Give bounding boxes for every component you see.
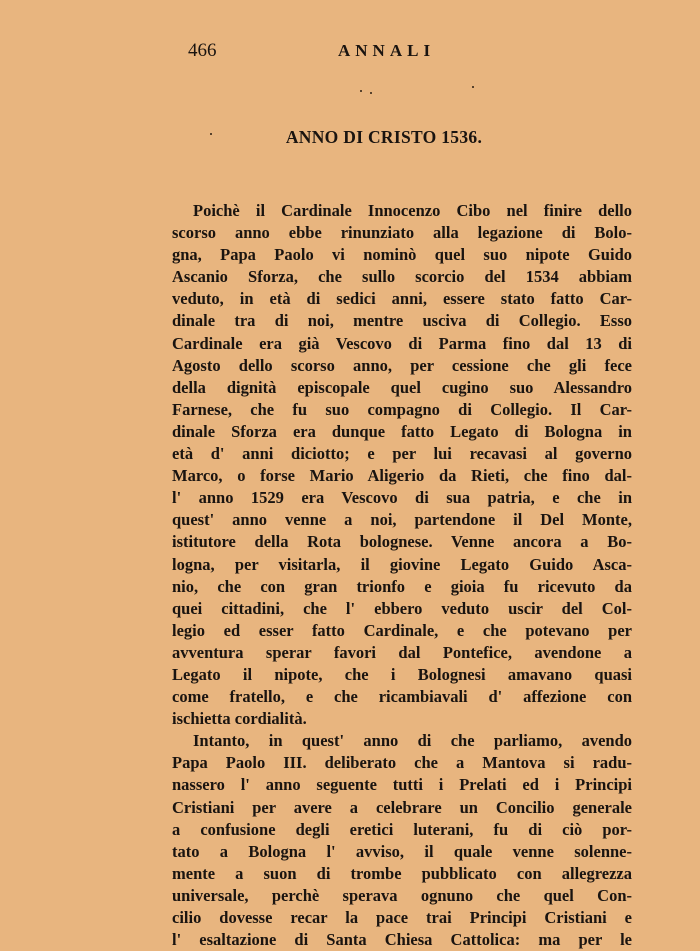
ink-speck (360, 90, 362, 92)
text-line: avventura sperar favori dal Pontefice, avendone a (172, 642, 632, 662)
text-line: Agosto dello scorso anno, per cessione che gli fece (172, 355, 632, 375)
section-title: ANNO DI CRISTO 1536. (285, 127, 483, 147)
text-line: ischietta cordialità. (172, 709, 307, 729)
text-line: Cardinale era già Vescovo di Parma fino dal 13 di (172, 333, 632, 353)
text-line: Cristiani per avere a celebrare un Concilio generale (172, 797, 632, 817)
text-line: istitutore della Rota bolognese. Venne ancora a Bo- (172, 532, 632, 552)
text-line: Papa Paolo III. deliberato che a Mantova si radu- (172, 753, 632, 773)
text-line: Farnese, che fu suo compagno di Collegio. Il Car- (172, 399, 632, 419)
body-text (172, 200, 632, 951)
text-line: dinale tra di noi, mentre usciva di Collegio. Esso (172, 311, 632, 331)
text-line: cilio dovesse recar la pace trai Principi Cristiani e (172, 908, 632, 927)
text-line: gna, Papa Paolo vi nominò quel suo nipote Guido (172, 245, 632, 265)
text-line: mente a suon di trombe pubblicato con allegrezza (172, 863, 632, 883)
paragraph-2 (172, 730, 632, 951)
ink-speck (370, 92, 372, 94)
page-number: 466 (188, 40, 217, 61)
text-line: universale, perchè sperava ognuno che quel Con- (172, 885, 632, 905)
text-line: veduto, in età di sedici anni, essere stato fatto Car- (172, 289, 632, 309)
text-line: l' anno 1529 era Vescovo di sua patria, e che in (172, 488, 632, 508)
text-line: come fratello, e che ricambiavali d' affezione con (172, 687, 632, 707)
text-line: tato a Bologna l' avviso, il quale venne solenne- (172, 841, 632, 861)
text-line: quest' anno venne a noi, partendone il Del Monte, (172, 510, 632, 530)
text-line: nio, che con gran trionfo e gioia fu ricevuto da (172, 576, 632, 596)
text-line: legio ed esser fatto Cardinale, e che potevano per (172, 620, 632, 640)
text-line: l' esaltazione di Santa Chiesa Cattolica: ma per le (172, 930, 632, 950)
text-line: Intanto, in quest' anno di che parliamo, avendo (193, 731, 632, 751)
text-line: scorso anno ebbe rinunziato alla legazione di Bolo- (172, 223, 632, 243)
ink-speck (472, 86, 474, 88)
running-head: ANNALI (338, 41, 436, 60)
text-line: Marco, o forse Mario Aligerio da Rieti, che fino dal- (172, 466, 632, 486)
text-line: nassero l' anno seguente tutti i Prelati ed i Principi (172, 775, 632, 795)
text-line: età d' anni diciotto; e per lui recavasi al governo (172, 444, 632, 464)
text-line: quei cittadini, che l' ebbero veduto uscir del Col- (172, 598, 632, 618)
page-header (0, 40, 700, 66)
text-line: Poichè il Cardinale Innocenzo Cibo nel finire dello (193, 201, 632, 220)
paragraph-1 (172, 200, 632, 730)
text-line: a confusione degli eretici luterani, fu di ciò por- (172, 819, 632, 839)
text-line: logna, per visitarla, il giovine Legato Guido Asca- (172, 554, 632, 574)
text-line: Legato il nipote, che i Bolognesi amavano quasi (172, 664, 632, 684)
text-line: dinale Sforza era dunque fatto Legato di Bologna in (172, 421, 632, 441)
text-line: Ascanio Sforza, che sullo scorcio del 1534 abbiam (172, 267, 632, 287)
text-line: della dignità episcopale quel cugino suo Alessandro (172, 377, 632, 397)
